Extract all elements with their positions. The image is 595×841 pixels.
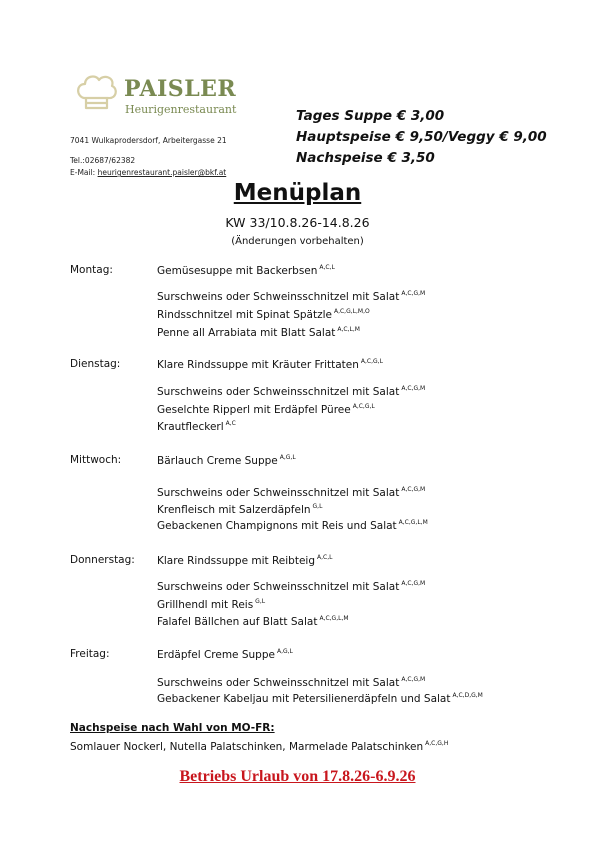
price-dessert: Nachspeise € 3,50 — [296, 150, 435, 166]
dish-monday-main-1: Surschweins oder Schweinsschnitzel mit Salat $^{A,C,G,M}$ — [157, 290, 426, 303]
brand-subtitle: Heurigenrestaurant — [125, 103, 237, 116]
dish-friday-main-1: Surschweins oder Schweinsschnitzel mit Salat $^{A,C,G,M}$ — [157, 676, 426, 689]
dish-tuesday-main-3: Krautfleckerl $^{A,C}$ — [157, 420, 236, 433]
address: 7041 Wulkaprodersdorf, Arbeitergasse 21 — [70, 136, 227, 145]
day-label-wednesday: Mittwoch: — [70, 454, 122, 466]
dish-thursday-main-1: Surschweins oder Schweinsschnitzel mit Salat $^{A,C,G,M}$ — [157, 580, 426, 593]
email-line — [70, 168, 226, 177]
changes-note: (Änderungen vorbehalten) — [231, 236, 364, 247]
dish-tuesday-soup: Klare Rindssuppe mit Kräuter Frittaten $^{A,C,G,L}$ — [157, 358, 383, 371]
dish-monday-main-2: Rindsschnitzel mit Spinat Spätzle $^{A,C,G,L,M,O}$ — [157, 308, 370, 321]
dish-friday-main-2: Gebackener Kabeljau mit Petersilienerdäpfeln und Salat $^{A,C,D,G,M}$ — [157, 692, 483, 705]
vacation-notice: Betriebs Urlaub von 17.8.26-6.9.26 — [179, 768, 416, 785]
day-label-friday: Freitag: — [70, 648, 110, 660]
dish-thursday-main-2: Grillhendl mit Reis $^{G,L}$ — [157, 598, 266, 611]
chef-hat-logo-icon — [74, 72, 118, 114]
day-label-tuesday: Dienstag: — [70, 358, 121, 370]
dessert-options: Somlauer Nockerl, Nutella Palatschinken, Marmelade Palatschinken $^{A,C,G,H}$ — [70, 740, 449, 753]
dish-monday-main-3: Penne all Arrabiata mit Blatt Salat $^{A,C,L,M}$ — [157, 326, 360, 339]
day-label-thursday: Donnerstag: — [70, 554, 135, 566]
day-label-monday: Montag: — [70, 264, 113, 276]
email-label: E-Mail: — [70, 168, 98, 177]
dish-thursday-soup: Klare Rindssuppe mit Reibteig $^{A,C,L}$ — [157, 554, 333, 567]
dish-wednesday-main-1: Surschweins oder Schweinsschnitzel mit Salat $^{A,C,G,M}$ — [157, 486, 426, 499]
page-title: Menüplan — [233, 180, 362, 206]
dish-monday-soup: Gemüsesuppe mit Backerbsen $^{A,C,L}$ — [157, 264, 335, 277]
dish-wednesday-main-2: Krenfleisch mit Salzerdäpfeln $^{G,L}$ — [157, 503, 323, 516]
dish-tuesday-main-2: Geselchte Ripperl mit Erdäpfel Püree $^{A,C,G,L}$ — [157, 403, 375, 416]
dish-friday-soup: Erdäpfel Creme Suppe $^{A,G,L}$ — [157, 648, 293, 661]
week-range: KW 33/10.8.26-14.8.26 — [225, 215, 370, 230]
dish-wednesday-soup: Bärlauch Creme Suppe $^{A,G,L}$ — [157, 454, 296, 467]
dish-thursday-main-3: Falafel Bällchen auf Blatt Salat $^{A,C,G,L,M}$ — [157, 615, 349, 628]
phone: Tel.:02687/62382 — [70, 156, 136, 165]
dessert-heading: Nachspeise nach Wahl von MO-FR: — [70, 722, 275, 734]
price-soup: Tages Suppe € 3,00 — [296, 108, 445, 124]
dish-wednesday-main-3: Gebackenen Champignons mit Reis und Salat $^{A,C,G,L,M}$ — [157, 519, 428, 532]
dish-tuesday-main-1: Surschweins oder Schweinsschnitzel mit Salat $^{A,C,G,M}$ — [157, 385, 426, 398]
brand-name: PAISLER — [124, 76, 237, 102]
price-main: Hauptspeise € 9,50/Veggy € 9,00 — [296, 129, 547, 145]
email-link[interactable]: heurigenrestaurant.paisler@bkf.at — [97, 168, 227, 177]
